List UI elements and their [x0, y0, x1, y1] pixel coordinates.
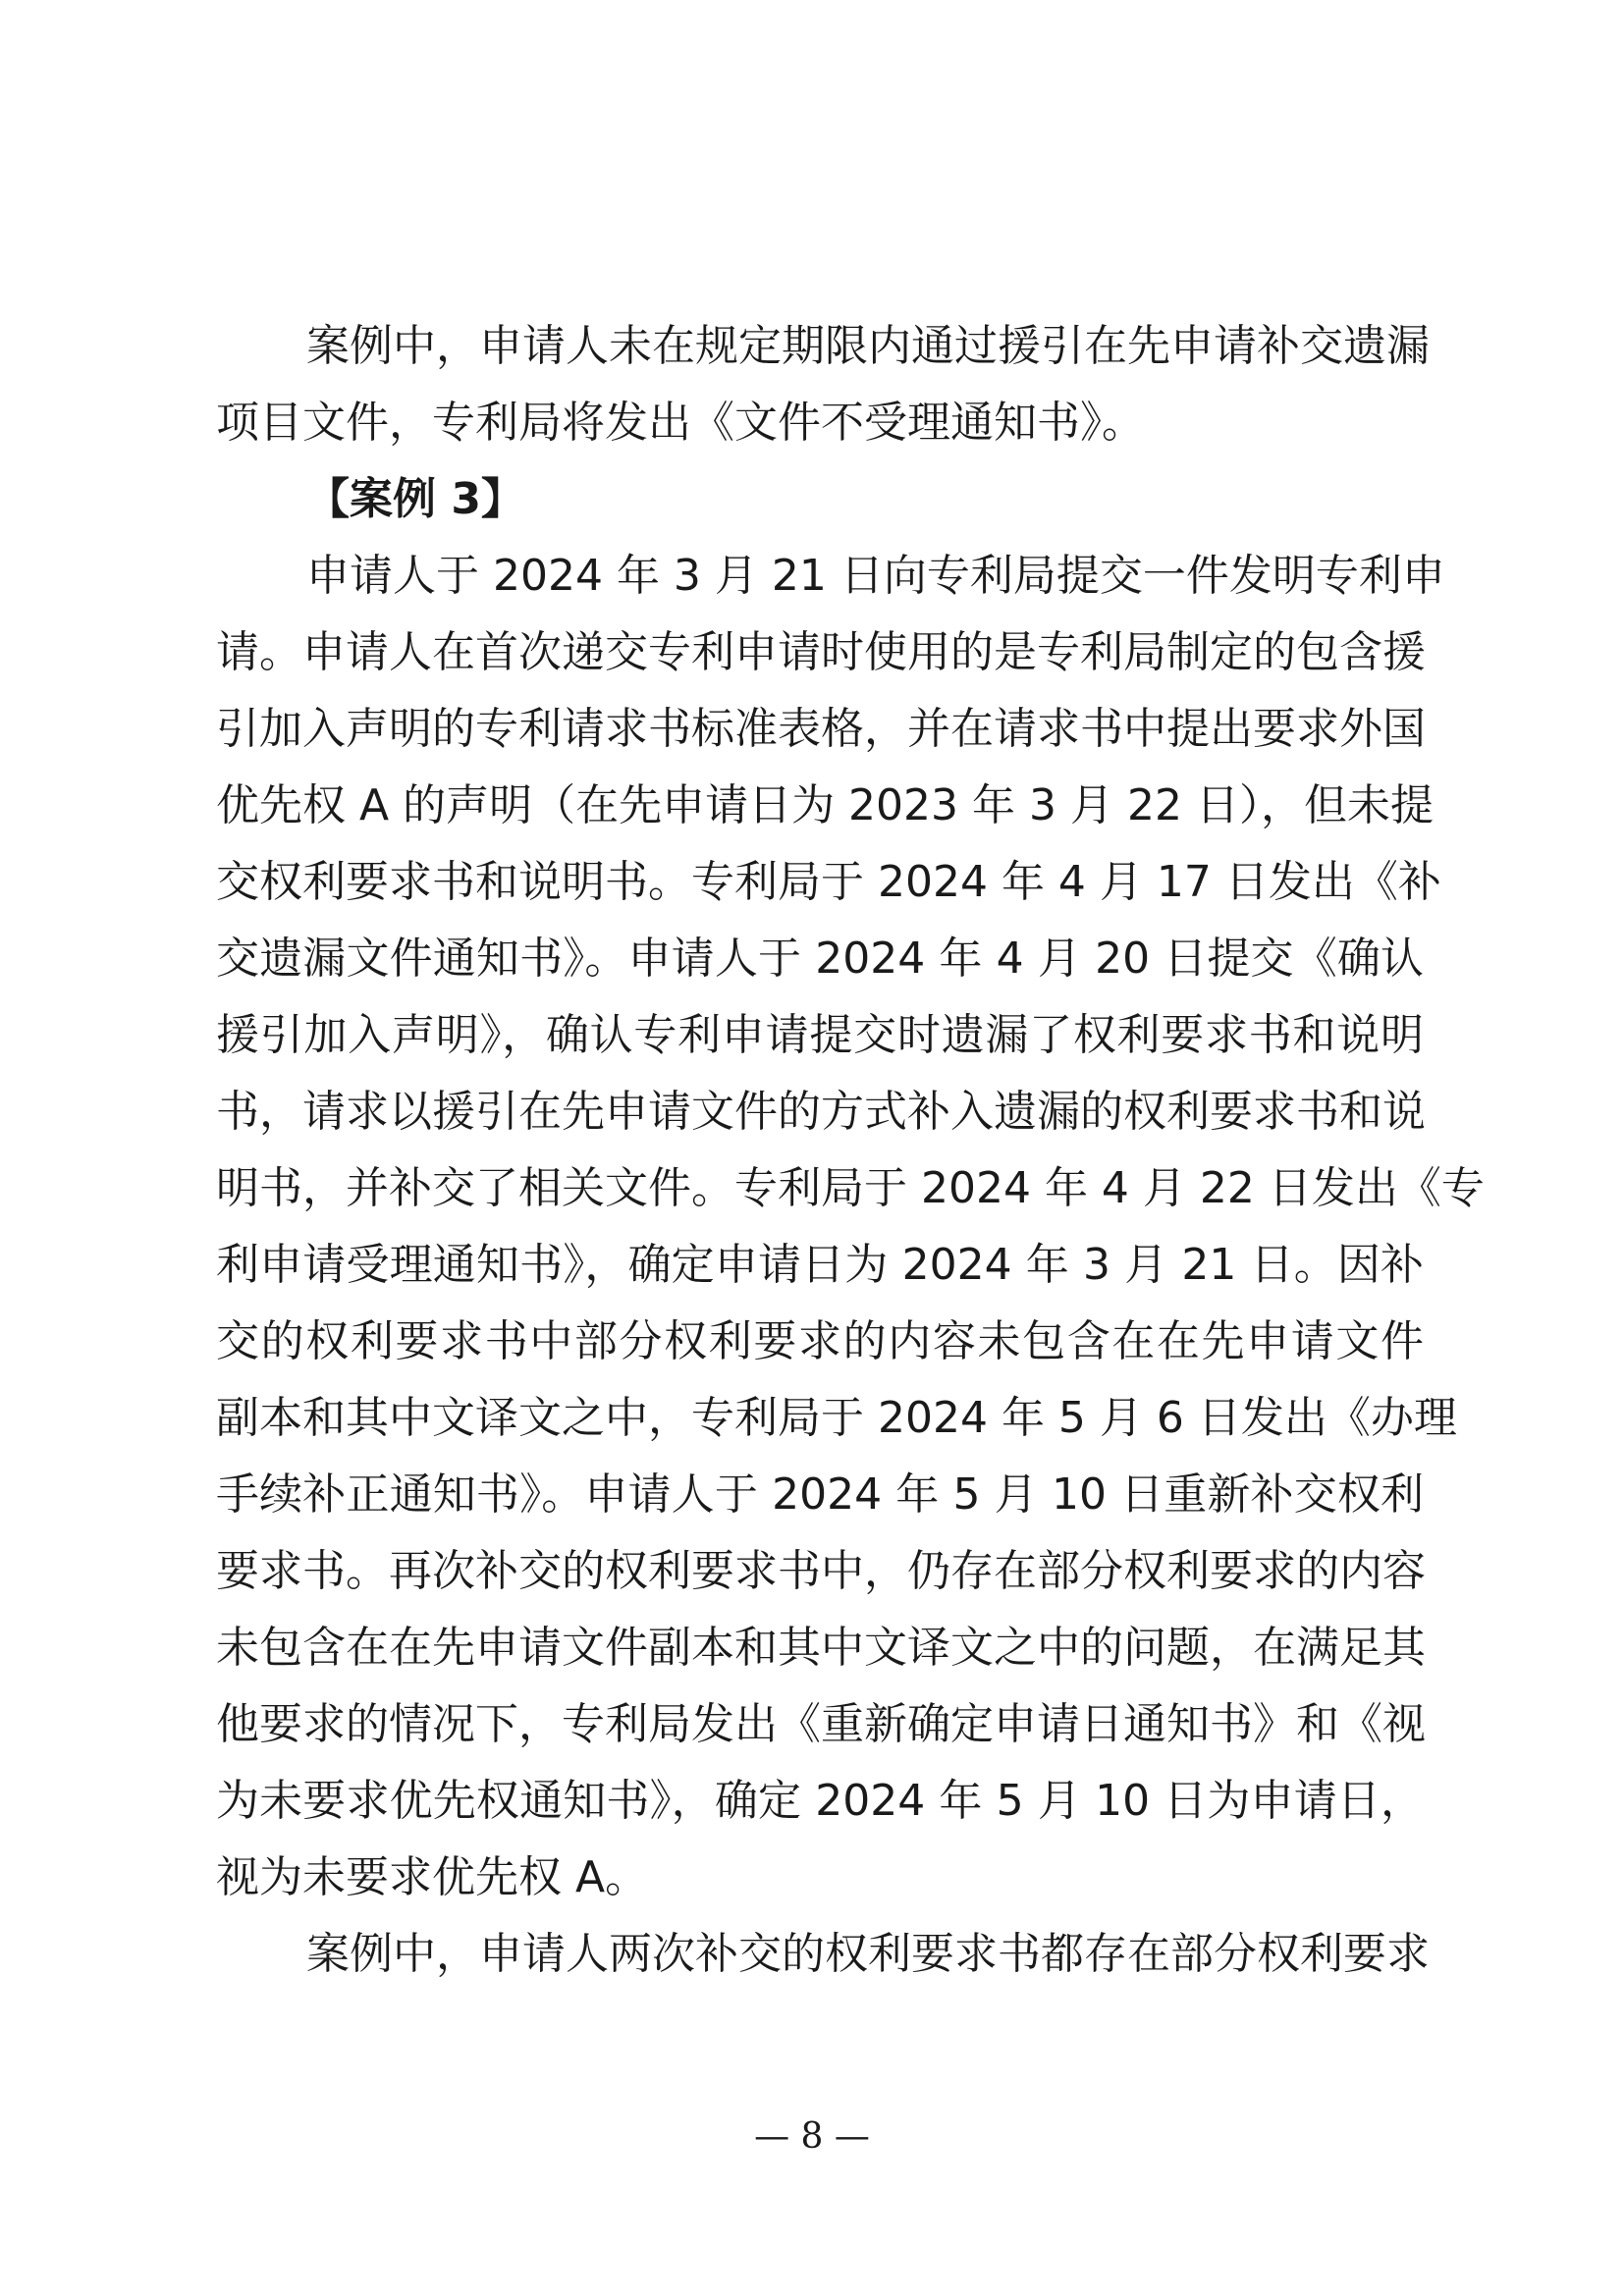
- paragraph-line: 交权利要求书和说明书。专利局于 2024 年 4 月 17 日发出《补: [216, 857, 1441, 907]
- case-heading: 【案例 3】: [306, 474, 524, 524]
- paragraph-line: 明书，并补交了相关文件。专利局于 2024 年 4 月 22 日发出《专: [216, 1163, 1485, 1213]
- page-number: — 8 —: [754, 2116, 870, 2157]
- paragraph-line: 手续补正通知书》。申请人于 2024 年 5 月 10 日重新补交权利: [216, 1469, 1424, 1520]
- paragraph-line: 优先权 A 的声明（在先申请日为 2023 年 3 月 22 日），但未提: [216, 780, 1434, 830]
- paragraph-line: 申请人于 2024 年 3 月 21 日向专利局提交一件发明专利申: [306, 551, 1445, 601]
- paragraph-line: 为未要求优先权通知书》，确定 2024 年 5 月 10 日为申请日，: [216, 1776, 1424, 1826]
- paragraph-line: 要求书。再次补交的权利要求书中，仍存在部分权利要求的内容: [216, 1546, 1426, 1596]
- paragraph-line: 副本和其中文译文之中，专利局于 2024 年 5 月 6 日发出《办理: [216, 1393, 1457, 1443]
- paragraph-line: 项目文件，专利局将发出《文件不受理通知书》。: [216, 398, 1145, 448]
- paragraph-line: 他要求的情况下，专利局发出《重新确定申请日通知书》和《视: [216, 1699, 1426, 1749]
- paragraph-line: 书，请求以援引在先申请文件的方式补入遗漏的权利要求书和说: [216, 1087, 1426, 1137]
- paragraph-line: 交的权利要求书中部分权利要求的内容未包含在在先申请文件: [216, 1316, 1424, 1366]
- paragraph-line: 请。申请人在首次递交专利申请时使用的是专利局制定的包含援: [216, 627, 1426, 677]
- paragraph-line: 视为未要求优先权 A。: [216, 1852, 649, 1902]
- paragraph-conclusion-case-2: [216, 308, 1430, 461]
- paragraph-line: 案例中，申请人两次补交的权利要求书都存在部分权利要求: [306, 1929, 1430, 1979]
- paragraph-line: 援引加入声明》，确认专利申请提交时遗漏了权利要求书和说明: [216, 1010, 1424, 1060]
- paragraph-line: 利申请受理通知书》，确定申请日为 2024 年 3 月 21 日。因补: [216, 1240, 1424, 1290]
- paragraph-line: 案例中，申请人未在规定期限内通过援引在先申请补交遗漏: [306, 321, 1430, 371]
- paragraph-line: 交遗漏文件通知书》。申请人于 2024 年 4 月 20 日提交《确认: [216, 934, 1424, 984]
- paragraph-line: 引加入声明的专利请求书标准表格，并在请求书中提出要求外国: [216, 704, 1426, 754]
- paragraph-conclusion-case-3: [216, 1916, 1430, 1993]
- paragraph-line: 未包含在在先申请文件副本和其中文译文之中的问题，在满足其: [216, 1623, 1426, 1673]
- paragraph-case-3-description: [216, 538, 1485, 1916]
- document-body: [216, 308, 1485, 1993]
